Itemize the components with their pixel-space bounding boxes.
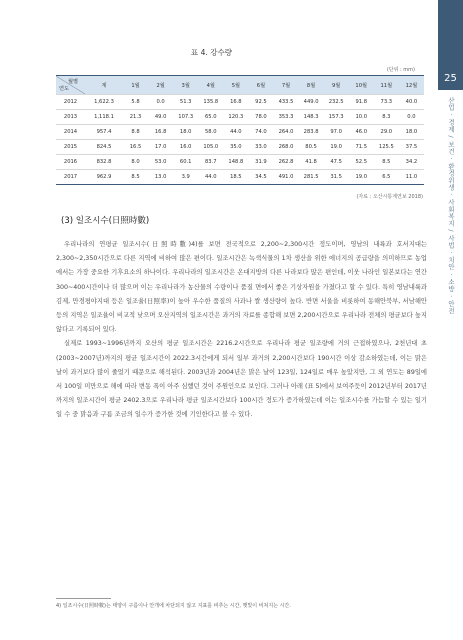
footnote: 4) 일조시수(日照時數)는 태양이 구름이나 안개에 차단되지 않고 지표를 비추는 시간, 햇빛이 비쳐지는 시간.: [56, 603, 291, 609]
value-cell: 37.5: [399, 140, 424, 155]
table-corner-cell: [56, 76, 85, 95]
table-title: 표 4. 강수량: [191, 48, 232, 57]
value-cell: 832.8: [85, 155, 123, 170]
value-cell: 13.0: [148, 170, 173, 185]
value-cell: 125.5: [374, 140, 399, 155]
value-cell: 120.3: [223, 110, 248, 125]
value-cell: 44.0: [198, 170, 223, 185]
value-cell: 232.5: [324, 95, 349, 110]
section-heading: (3) 일조시수(日照時數): [61, 216, 150, 226]
column-header: 10월: [349, 76, 374, 95]
value-cell: 47.5: [324, 155, 349, 170]
table-row: [56, 140, 424, 155]
value-cell: 8.5: [374, 155, 399, 170]
value-cell: 80.5: [299, 140, 324, 155]
value-cell: 31.9: [248, 155, 273, 170]
value-cell: 283.8: [299, 125, 324, 140]
table-row: [56, 170, 424, 185]
value-cell: 135.8: [198, 95, 223, 110]
value-cell: 65.0: [198, 110, 223, 125]
value-cell: 31.5: [324, 170, 349, 185]
value-cell: 18.0: [173, 125, 198, 140]
side-nav-text: 산업 · 경제 / 보건 · 환경위생 · 사회복지 / 사법 · 치안 · 소방 · 안전: [447, 97, 455, 315]
value-cell: 262.8: [273, 155, 298, 170]
year-cell: 2012: [56, 95, 85, 110]
value-cell: 19.0: [349, 170, 374, 185]
paragraph: 우리나라의 연평균 일조시수(日照時數)4)를 보면 전국적으로 2,200~2,300시간 정도이며, 영남의 내륙과 호서지대는 2,300~2,350시간으로 다른 지역에 비하여 많은 편이다. 일조시간은 녹색식물의 1차 생산을 위한 에너지의 공급량을 의미하므로 농업에서는 가장 중요한 기후요소의 하나이다. 우리나라의 일조시간은 온대지방의 다른 나라보다 많은 편인데, 이웃 나라인 일본보다는 연간 300~400시간이나 더 많으며 이는 우리나라가 농산물의 수량이나 품질 면에서 좋은 기상자원을 가졌다고 할 수 있다. 특히 영남내륙과 김제, 만경평야지대 등은 일조율(日照率)이 높아 우수한 품질의 사과나 쌀 생산량이 높다. 반면 서울을 비롯하여 동해안북부, 서남해안 등의 지역은 일조율이 비교적 낮으며 오산지역의 일조시간은 과거의 자료를 종합해 보면 2,200시간으로 우리나라 전체의 평균보다 높지 않다고 기록되어 있다.: [56, 241, 427, 334]
corner-label-month: 월별: [67, 79, 78, 85]
value-cell: 5.8: [123, 95, 148, 110]
value-cell: 17.0: [148, 140, 173, 155]
value-cell: 8.0: [123, 155, 148, 170]
value-cell: 6.5: [374, 170, 399, 185]
value-cell: 8.8: [123, 125, 148, 140]
column-header: 5월: [223, 76, 248, 95]
column-header: 4월: [198, 76, 223, 95]
value-cell: 353.3: [273, 110, 298, 125]
value-cell: 16.8: [223, 95, 248, 110]
value-cell: 10.0: [349, 110, 374, 125]
value-cell: 33.0: [248, 140, 273, 155]
value-cell: 35.0: [223, 140, 248, 155]
value-cell: 83.7: [198, 155, 223, 170]
value-cell: 107.3: [173, 110, 198, 125]
value-cell: 18.5: [223, 170, 248, 185]
value-cell: 957.4: [85, 125, 123, 140]
page-number: 25: [444, 73, 457, 84]
value-cell: 91.8: [349, 95, 374, 110]
value-cell: 281.5: [299, 170, 324, 185]
table-source: (자료 : 오산시통계연보 2018): [356, 194, 423, 200]
value-cell: 41.8: [299, 155, 324, 170]
year-cell: 2017: [56, 170, 85, 185]
table-row: [56, 125, 424, 140]
precipitation-table: [56, 75, 424, 185]
value-cell: 58.0: [198, 125, 223, 140]
column-header: 11월: [374, 76, 399, 95]
column-header: 6월: [248, 76, 273, 95]
column-header: 1월: [123, 76, 148, 95]
value-cell: 74.0: [248, 125, 273, 140]
body-text: [56, 238, 427, 423]
value-cell: 60.1: [173, 155, 198, 170]
value-cell: 40.0: [399, 95, 424, 110]
value-cell: 433.5: [273, 95, 298, 110]
column-header: 2월: [148, 76, 173, 95]
paragraph: 실제로 1993~1996년까지 오산의 평균 일조시간은 2216.2시간으로 우리나라 평균 일조량에 거의 근접하였으나, 2천년대 초(2003~2007년)까지의 평균 일조시간이 2022.3시간에게 되서 일부 과거의 2,200시간보다 190시간 이상 감소하였는데, 이는 맑은 날이 과거보다 많이 줄었기 때문으로 해석된다. 2003년과 2004년은 맑은 날이 123일, 124일로 매우 높았지만, 그 외 연도는 89일에서 100일 미만으로 해에 따라 변동 폭이 아주 심했던 것이 주원인으로 보인다. 그러나 아래 (표 5)에서 보여주듯이 2012년부터 2017년까지의 일조시간이 평균 2402.3으로 우리나라 평균 일조시간보다 100시간 정도가 증가하였는데 이는 일조시수를 가늠할 수 있는 일기일 수 중 맑음과 구름 조금의 일수가 증가한 것에 기인한다고 볼 수 있다.: [56, 340, 427, 419]
table-row: [56, 95, 424, 110]
value-cell: 34.5: [248, 170, 273, 185]
value-cell: 19.0: [324, 140, 349, 155]
value-cell: 92.5: [248, 95, 273, 110]
value-cell: 105.0: [198, 140, 223, 155]
year-cell: 2013: [56, 110, 85, 125]
column-header: 9월: [324, 76, 349, 95]
table-unit: (단위 : mm): [386, 67, 415, 73]
value-cell: 0.0: [148, 95, 173, 110]
value-cell: 97.0: [324, 125, 349, 140]
value-cell: 52.5: [349, 155, 374, 170]
year-cell: 2014: [56, 125, 85, 140]
value-cell: 268.0: [273, 140, 298, 155]
year-cell: 2016: [56, 155, 85, 170]
value-cell: 29.0: [374, 125, 399, 140]
value-cell: 16.0: [173, 140, 198, 155]
value-cell: 3.9: [173, 170, 198, 185]
value-cell: 1,118.1: [85, 110, 123, 125]
value-cell: 157.3: [324, 110, 349, 125]
column-header: 계: [85, 76, 123, 95]
value-cell: 824.5: [85, 140, 123, 155]
value-cell: 44.0: [223, 125, 248, 140]
footnote-divider: [56, 598, 111, 599]
value-cell: 73.3: [374, 95, 399, 110]
value-cell: 18.0: [399, 125, 424, 140]
column-header: 8월: [299, 76, 324, 95]
value-cell: 16.5: [123, 140, 148, 155]
value-cell: 34.2: [399, 155, 424, 170]
value-cell: 51.3: [173, 95, 198, 110]
value-cell: 264.0: [273, 125, 298, 140]
column-header: 3월: [173, 76, 198, 95]
value-cell: 53.0: [148, 155, 173, 170]
value-cell: 8.3: [374, 110, 399, 125]
value-cell: 71.5: [349, 140, 374, 155]
table-body: [56, 95, 424, 185]
value-cell: 11.0: [399, 170, 424, 185]
year-cell: 2015: [56, 140, 85, 155]
column-header: 7월: [273, 76, 298, 95]
table-header-row: [56, 76, 424, 95]
value-cell: 49.0: [148, 110, 173, 125]
value-cell: 21.3: [123, 110, 148, 125]
value-cell: 962.9: [85, 170, 123, 185]
value-cell: 0.0: [399, 110, 424, 125]
corner-label-year: 연도: [59, 86, 70, 92]
value-cell: 1,622.3: [85, 95, 123, 110]
column-header: 12월: [399, 76, 424, 95]
value-cell: 8.5: [123, 170, 148, 185]
value-cell: 491.0: [273, 170, 298, 185]
value-cell: 148.8: [223, 155, 248, 170]
table-row: [56, 155, 424, 170]
value-cell: 46.0: [349, 125, 374, 140]
value-cell: 148.3: [299, 110, 324, 125]
value-cell: 78.0: [248, 110, 273, 125]
value-cell: 16.8: [148, 125, 173, 140]
table-row: [56, 110, 424, 125]
value-cell: 449.0: [299, 95, 324, 110]
